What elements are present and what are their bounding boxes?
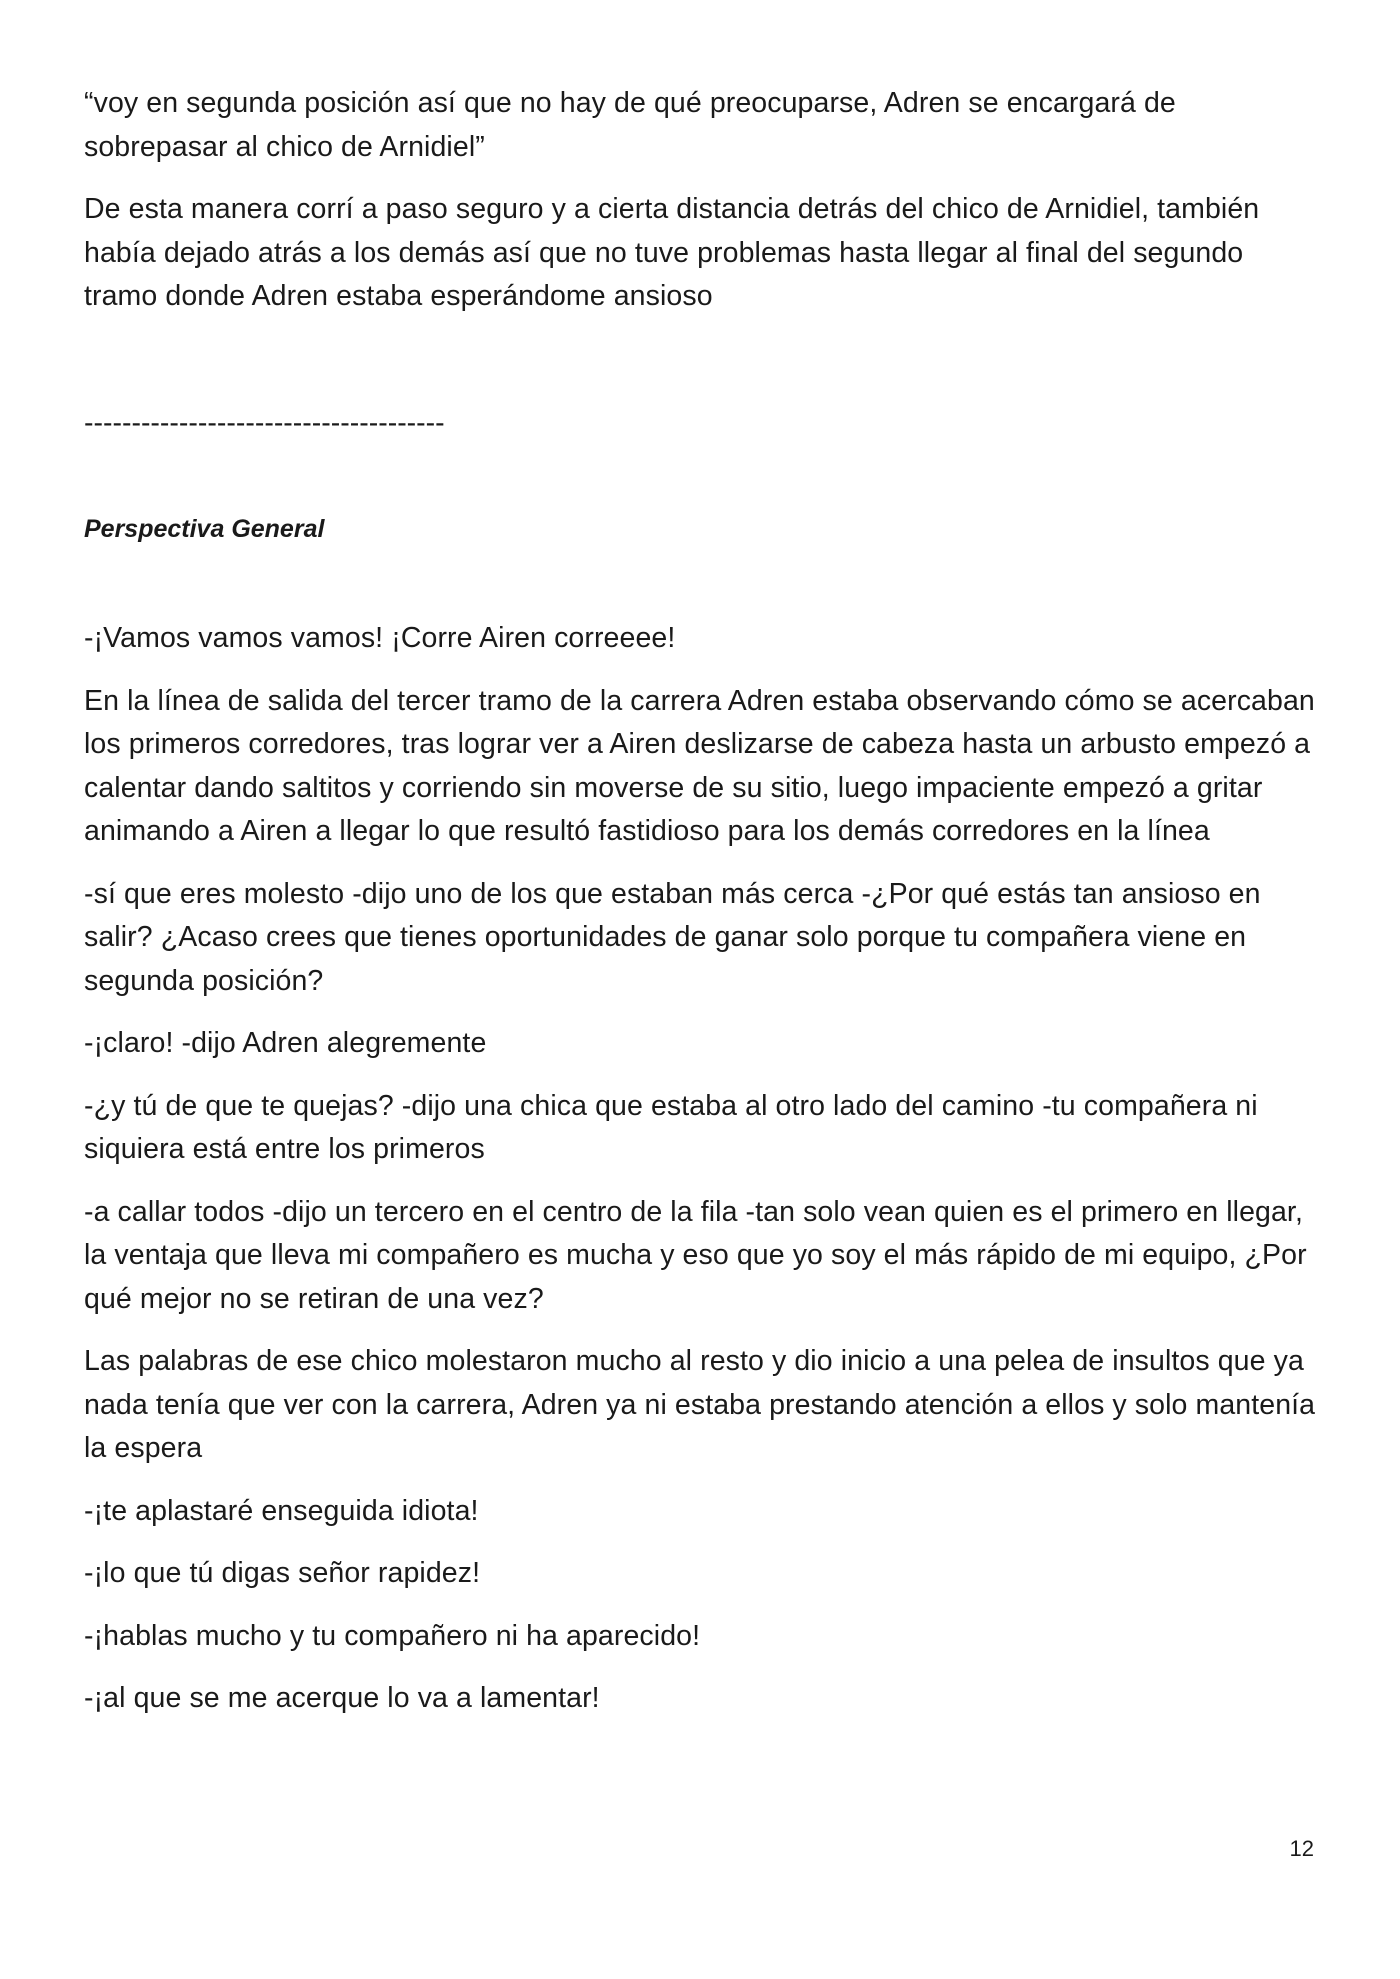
paragraph: De esta manera corrí a paso seguro y a cierta distancia detrás del chico de Arnidiel, también había dejado atrás a los demás así que no tuve problemas hasta llegar al final del segundo tramo donde Adren estaba esperándome ansioso xyxy=(84,193,1260,312)
page-body xyxy=(84,82,1316,1740)
dialogue-line: -¿y tú de que te quejas? -dijo una chica que estaba al otro lado del camino -tu compañera ni siquiera está entre los primeros xyxy=(84,1089,1258,1165)
paragraph: En la línea de salida del tercer tramo de la carrera Adren estaba observando cómo se acercaban los primeros corredores, tras lograr ver a Airen deslizarse de cabeza hasta un arbusto empezó a calentar dando saltitos y corriendo sin moverse de su sitio, luego impaciente empezó a gritar animando a Airen a llegar lo que resultó fastidioso para los demás corredores en la línea xyxy=(84,684,1315,847)
dialogue-line: -¡al que se me acerque lo va a lamentar! xyxy=(84,1682,600,1714)
dialogue-line: -¡te aplastaré enseguida idiota! xyxy=(84,1494,479,1527)
dialogue-line: -a callar todos -dijo un tercero en el centro de la fila -tan solo vean quien es el primero en llegar, la ventaja que lleva mi compañero es mucha y eso que yo soy el más rápido de mi equipo, ¿Por qué mejor no se retiran de una vez? xyxy=(84,1195,1307,1315)
section-separator: -------------------------------------- xyxy=(84,406,445,439)
dialogue-line: -¡lo que tú digas señor rapidez! xyxy=(84,1557,481,1589)
paragraph: Las palabras de ese chico molestaron mucho al resto y dio inicio a una pelea de insultos que ya nada tenía que ver con la carrera, Adren ya ni estaba prestando atención a ellos y solo mantenía la espera xyxy=(84,1345,1316,1464)
dialogue-line: -¡claro! -dijo Adren alegremente xyxy=(84,1027,487,1059)
dialogue-line: -¡hablas mucho y tu compañero ni ha aparecido! xyxy=(84,1619,701,1652)
paragraph: “voy en segunda posición así que no hay de qué preocuparse, Adren se encargará de sobrepasar al chico de Arnidiel” xyxy=(84,87,1176,163)
dialogue-line: -sí que eres molesto -dijo uno de los que estaban más cerca -¿Por qué estás tan ansioso en salir? ¿Acaso crees que tienes oportunidades de ganar solo porque tu compañera viene en segunda posición? xyxy=(84,877,1261,997)
dialogue-line: -¡Vamos vamos vamos! ¡Corre Airen correeee! xyxy=(84,622,676,654)
section-heading: Perspectiva General xyxy=(84,515,325,543)
page-number: 12 xyxy=(1289,1836,1314,1861)
